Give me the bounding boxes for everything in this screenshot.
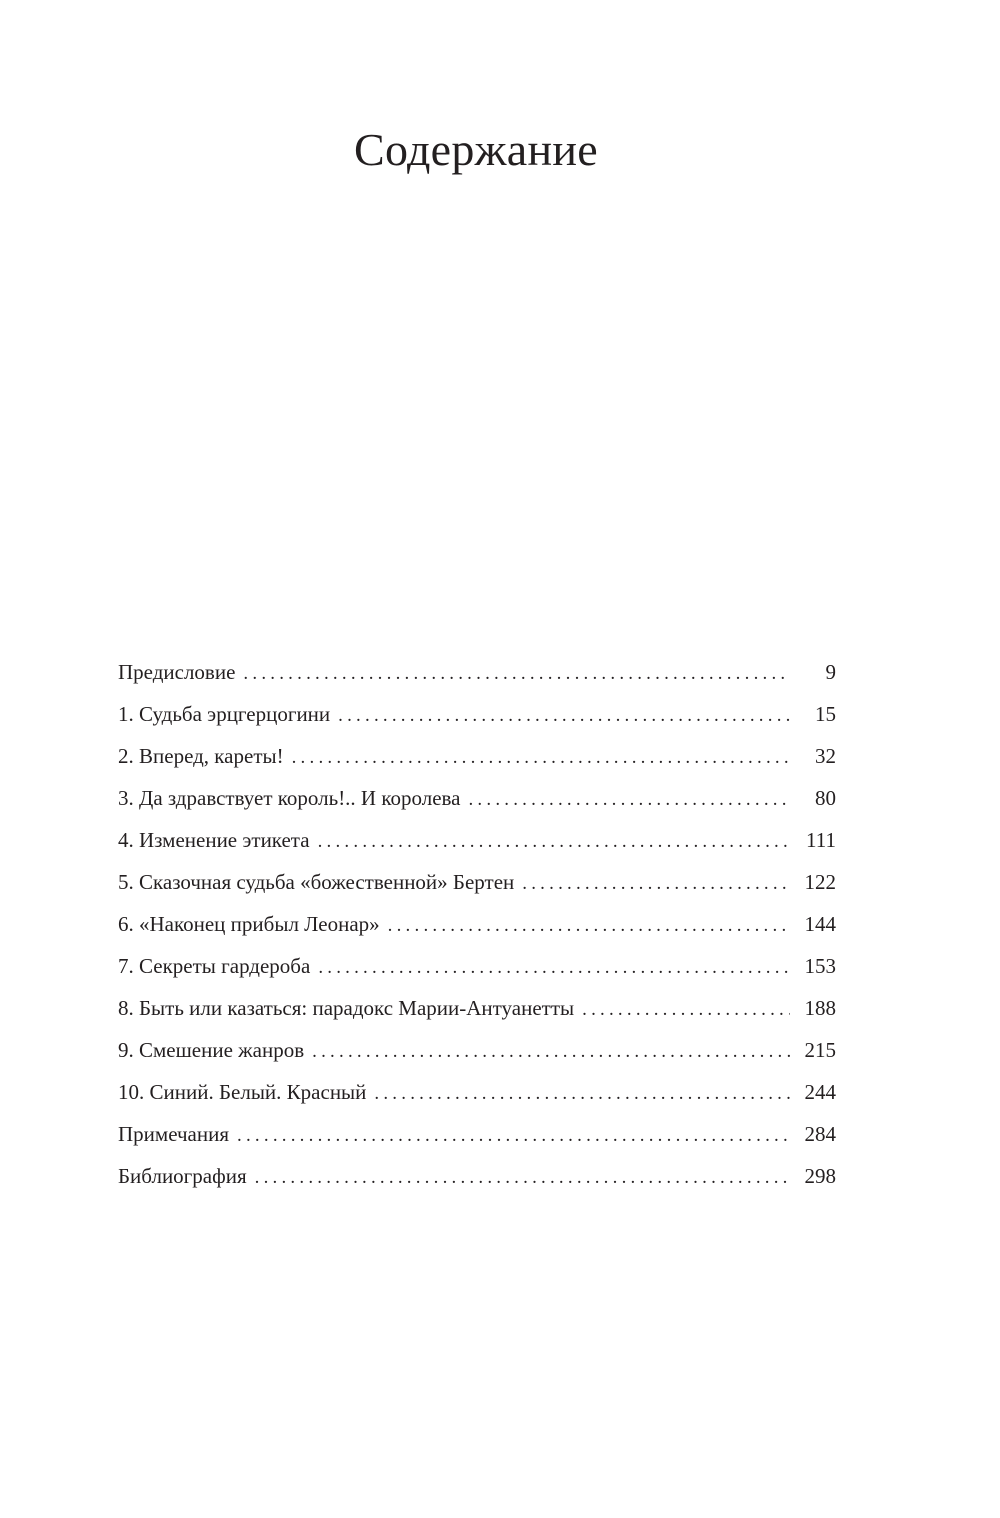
toc-entry-page-number: 111 [806, 828, 836, 852]
toc-entry [118, 903, 836, 945]
toc-entry [118, 1029, 836, 1071]
toc-entry-title: 8. Быть или казаться: парадокс Марии-Антуанетты [118, 996, 575, 1020]
toc-entry-title: Предисловие [118, 660, 236, 684]
toc-entry-page-number: 9 [825, 660, 836, 684]
toc-entry-title: 2. Вперед, кареты! [118, 744, 284, 768]
dot-leader [338, 695, 790, 737]
toc-entry-title: 10. Синий. Белый. Красный [118, 1080, 367, 1104]
toc-entry-title: 9. Смешение жанров [118, 1038, 305, 1062]
toc-entry-page-number: 188 [804, 996, 836, 1020]
dot-leader [243, 653, 790, 695]
toc-entry-title: 6. «Наконец прибыл Леонар» [118, 912, 380, 936]
toc-entry-page-number: 15 [815, 702, 836, 726]
toc-entry-page-number: 153 [804, 954, 836, 978]
dot-leader [374, 1073, 790, 1115]
toc-entry [118, 693, 836, 735]
dot-leader [312, 1031, 790, 1073]
toc-entry [118, 1155, 836, 1197]
toc-entry-page-number: 122 [804, 870, 836, 894]
toc-entry-page-number: 215 [804, 1038, 836, 1062]
dot-leader [292, 737, 790, 779]
toc-entry-title: 5. Сказочная судьба «божественной» Бертен [118, 870, 515, 894]
dot-leader [237, 1115, 790, 1157]
toc-entry [118, 1113, 836, 1155]
toc-entry-page-number: 32 [815, 744, 836, 768]
toc-entry [118, 777, 836, 819]
toc-entry-title: Библиография [118, 1164, 247, 1188]
toc-entry-page-number: 298 [804, 1164, 836, 1188]
toc-entry [118, 1071, 836, 1113]
toc-entry-page-number: 80 [815, 786, 836, 810]
toc-entry [118, 819, 836, 861]
toc-entry-title: Примечания [118, 1122, 230, 1146]
toc-entry [118, 945, 836, 987]
toc-entry-title: 7. Секреты гардероба [118, 954, 311, 978]
dot-leader [522, 863, 790, 905]
dot-leader [255, 1157, 790, 1199]
dot-leader [318, 947, 790, 989]
toc-entry-title: 4. Изменение этикета [118, 828, 310, 852]
dot-leader [582, 989, 790, 1031]
toc-entry [118, 861, 836, 903]
dot-leader [318, 821, 790, 863]
toc-entry-page-number: 244 [804, 1080, 836, 1104]
toc-entry [118, 987, 836, 1029]
toc-entry-page-number: 284 [804, 1122, 836, 1146]
toc-entry [118, 651, 836, 693]
toc-entry-title: 1. Судьба эрцгерцогини [118, 702, 331, 726]
dot-leader [388, 905, 790, 947]
toc-entry [118, 735, 836, 777]
toc-entry-title: 3. Да здравствует король!.. И королева [118, 786, 461, 810]
table-of-contents [118, 651, 836, 1197]
page-title: Содержание [353, 124, 599, 175]
toc-entry-page-number: 144 [804, 912, 836, 936]
dot-leader [468, 779, 790, 821]
